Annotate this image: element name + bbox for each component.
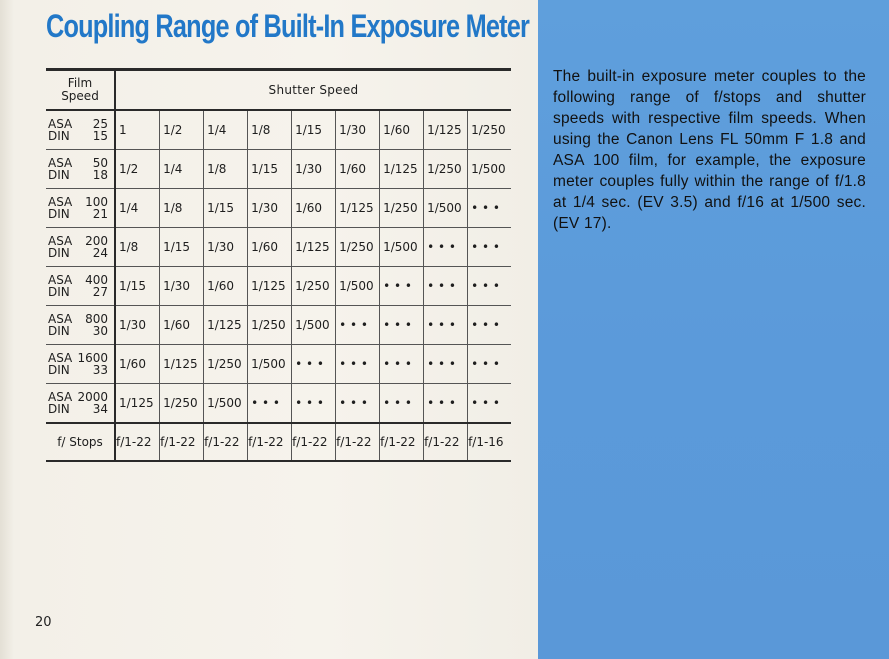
din-label: DIN: [48, 246, 70, 260]
shutter-speed-cell: 1/15: [204, 189, 248, 228]
table-row: [46, 267, 511, 306]
shutter-speed-cell: 1/125: [336, 189, 380, 228]
shutter-speed-cell: 1/125: [115, 384, 160, 424]
asa-label: ASA: [48, 312, 73, 326]
shutter-speed-cell: • • •: [468, 306, 511, 345]
shutter-speed-cell: 1/60: [115, 345, 160, 384]
table-row: [46, 228, 511, 267]
shutter-speed-cell: 1/2: [160, 110, 204, 150]
shutter-speed-cell: 1/8: [248, 110, 292, 150]
shutter-speed-cell: 1/500: [424, 189, 468, 228]
asa-value: 1600: [77, 351, 108, 365]
shutter-speed-cell: 1/30: [292, 150, 336, 189]
asa-label: ASA: [48, 156, 73, 170]
shutter-speed-cell: 1/500: [248, 345, 292, 384]
shutter-speed-cell: 1/60: [380, 110, 424, 150]
shutter-speed-cell: 1/15: [292, 110, 336, 150]
shutter-speed-cell: • • •: [380, 345, 424, 384]
film-speed-cell: [46, 345, 115, 384]
film-speed-header: [46, 70, 115, 111]
shutter-speed-cell: • • •: [468, 384, 511, 424]
f-stop-cell: f/1-22: [204, 423, 248, 461]
shutter-speed-cell: • • •: [468, 267, 511, 306]
din-label: DIN: [48, 402, 70, 416]
shutter-speed-cell: 1/250: [468, 110, 511, 150]
din-label: DIN: [48, 285, 70, 299]
din-value: 21: [92, 207, 108, 221]
din-line: [48, 247, 108, 259]
shutter-speed-cell: 1/250: [204, 345, 248, 384]
shutter-speed-cell: • • •: [468, 228, 511, 267]
din-value: 30: [92, 324, 108, 338]
shutter-speed-cell: 1/250: [380, 189, 424, 228]
asa-value: 25: [92, 117, 108, 131]
shutter-speed-cell: 1/8: [160, 189, 204, 228]
shutter-speed-header: Shutter Speed: [115, 70, 511, 111]
film-speed-cell: [46, 306, 115, 345]
din-value: 33: [92, 363, 108, 377]
din-value: 27: [92, 285, 108, 299]
shutter-speed-cell: 1/125: [292, 228, 336, 267]
shutter-speed-cell: • • •: [336, 384, 380, 424]
shutter-speed-cell: 1/30: [160, 267, 204, 306]
shutter-speed-cell: 1/125: [160, 345, 204, 384]
shutter-speed-cell: 1/15: [115, 267, 160, 306]
page-title: Coupling Range of Built-In Exposure Meter: [46, 8, 530, 44]
shutter-speed-cell: 1/250: [336, 228, 380, 267]
din-line: [48, 130, 108, 142]
din-line: [48, 403, 108, 415]
shutter-speed-cell: • • •: [380, 306, 424, 345]
shutter-speed-cell: 1/250: [248, 306, 292, 345]
din-line: [48, 169, 108, 181]
asa-value: 100: [85, 195, 108, 209]
shutter-speed-cell: 1/500: [292, 306, 336, 345]
shutter-speed-cell: 1/60: [204, 267, 248, 306]
shutter-speed-cell: • • •: [468, 189, 511, 228]
asa-value: 2000: [77, 390, 108, 404]
f-stop-cell: f/1-16: [468, 423, 511, 461]
shutter-speed-cell: 1/500: [204, 384, 248, 424]
shutter-speed-cell: • • •: [292, 345, 336, 384]
shutter-speed-cell: 1/60: [336, 150, 380, 189]
shutter-speed-cell: 1/500: [468, 150, 511, 189]
din-value: 24: [92, 246, 108, 260]
table-row: [46, 384, 511, 424]
shutter-speed-cell: • • •: [424, 306, 468, 345]
shutter-speed-cell: • • •: [424, 384, 468, 424]
shutter-speed-cell: 1/60: [248, 228, 292, 267]
shutter-speed-cell: 1/250: [292, 267, 336, 306]
din-line: [48, 286, 108, 298]
table-row: [46, 110, 511, 150]
shutter-speed-cell: • • •: [336, 345, 380, 384]
asa-value: 50: [92, 156, 108, 170]
shutter-speed-cell: • • •: [336, 306, 380, 345]
din-line: [48, 364, 108, 376]
shutter-speed-cell: • • •: [292, 384, 336, 424]
shutter-speed-cell: 1/60: [160, 306, 204, 345]
f-stop-cell: f/1-22: [248, 423, 292, 461]
shutter-speed-cell: • • •: [380, 267, 424, 306]
din-label: DIN: [48, 324, 70, 338]
shutter-speed-cell: 1/4: [115, 189, 160, 228]
film-speed-cell: [46, 189, 115, 228]
shutter-speed-cell: 1/15: [248, 150, 292, 189]
shutter-speed-cell: 1: [115, 110, 160, 150]
asa-label: ASA: [48, 195, 73, 209]
f-stop-cell: f/1-22: [424, 423, 468, 461]
shutter-speed-cell: • • •: [468, 345, 511, 384]
f-stop-cell: f/1-22: [380, 423, 424, 461]
film-speed-cell: [46, 150, 115, 189]
table-row: [46, 345, 511, 384]
shutter-speed-cell: 1/2: [115, 150, 160, 189]
table-body: [46, 110, 511, 423]
shutter-speed-cell: 1/8: [115, 228, 160, 267]
asa-label: ASA: [48, 351, 73, 365]
f-stop-cell: f/1-22: [160, 423, 204, 461]
film-speed-cell: [46, 228, 115, 267]
coupling-range-table: [46, 68, 511, 462]
din-value: 34: [92, 402, 108, 416]
asa-label: ASA: [48, 234, 73, 248]
shutter-speed-cell: 1/8: [204, 150, 248, 189]
shutter-speed-cell: 1/125: [204, 306, 248, 345]
din-line: [48, 208, 108, 220]
shutter-speed-cell: 1/4: [204, 110, 248, 150]
shutter-speed-cell: 1/30: [115, 306, 160, 345]
film-speed-header-line1: Film: [67, 76, 93, 90]
description-paragraph: The built-in exposure meter couples to the following range of f/stops and shutter speeds with respective film speeds. When using the Canon Lens FL 50mm F 1.8 and ASA 100 film, for example, the exposure meter couples fully within the range of f/1.8 at 1/4 sec. (EV 3.5) and f/16 at 1/500 sec. (EV 17).: [553, 68, 866, 232]
table-row: [46, 306, 511, 345]
shutter-speed-cell: 1/30: [248, 189, 292, 228]
asa-value: 200: [85, 234, 108, 248]
din-label: DIN: [48, 207, 70, 221]
asa-value: 800: [85, 312, 108, 326]
film-speed-header-line2: Speed: [61, 89, 99, 103]
f-stops-row: [46, 423, 511, 461]
shutter-speed-cell: 1/125: [248, 267, 292, 306]
film-speed-cell: [46, 110, 115, 150]
film-speed-cell: [46, 267, 115, 306]
shutter-speed-cell: 1/250: [160, 384, 204, 424]
shutter-speed-cell: 1/125: [380, 150, 424, 189]
shutter-speed-cell: 1/250: [424, 150, 468, 189]
din-value: 15: [92, 129, 108, 143]
film-speed-cell: [46, 384, 115, 424]
f-stop-cell: f/1-22: [336, 423, 380, 461]
shutter-speed-cell: • • •: [424, 345, 468, 384]
din-label: DIN: [48, 363, 70, 377]
shutter-speed-cell: 1/4: [160, 150, 204, 189]
asa-label: ASA: [48, 390, 73, 404]
asa-label: ASA: [48, 273, 73, 287]
table-header-row: [46, 70, 511, 111]
shutter-speed-cell: 1/125: [424, 110, 468, 150]
din-label: DIN: [48, 168, 70, 182]
f-stops-label: f/ Stops: [46, 423, 115, 461]
din-value: 18: [92, 168, 108, 182]
shutter-speed-cell: 1/500: [380, 228, 424, 267]
shutter-speed-cell: 1/15: [160, 228, 204, 267]
shutter-speed-cell: • • •: [380, 384, 424, 424]
shutter-speed-cell: 1/500: [336, 267, 380, 306]
shutter-speed-cell: 1/30: [336, 110, 380, 150]
din-line: [48, 325, 108, 337]
din-label: DIN: [48, 129, 70, 143]
page-number: 20: [35, 615, 52, 630]
shutter-speed-cell: • • •: [424, 267, 468, 306]
shutter-speed-cell: • • •: [248, 384, 292, 424]
f-stop-cell: f/1-22: [292, 423, 336, 461]
asa-label: ASA: [48, 117, 73, 131]
shutter-speed-cell: • • •: [424, 228, 468, 267]
asa-value: 400: [85, 273, 108, 287]
table-row: [46, 189, 511, 228]
f-stop-cell: f/1-22: [115, 423, 160, 461]
shutter-speed-cell: 1/60: [292, 189, 336, 228]
table-row: [46, 150, 511, 189]
shutter-speed-cell: 1/30: [204, 228, 248, 267]
